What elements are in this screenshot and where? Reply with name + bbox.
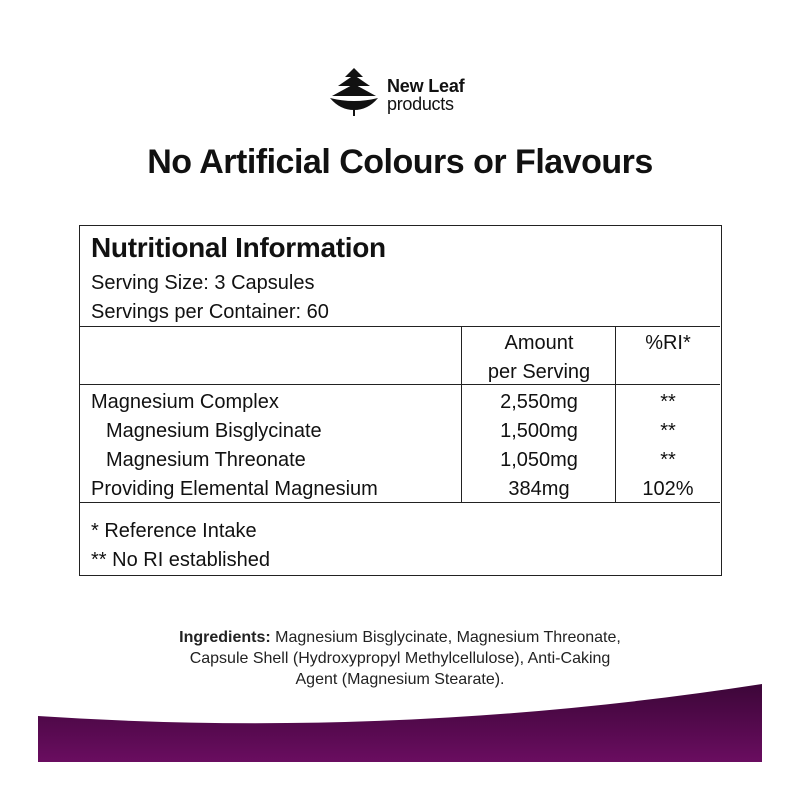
row-ri: ** xyxy=(660,449,676,471)
footnote-ri: * Reference Intake xyxy=(91,520,257,542)
row-name: Magnesium Bisglycinate xyxy=(106,420,322,442)
row-name: Magnesium Complex xyxy=(91,391,279,413)
ingredients-label: Ingredients: xyxy=(179,629,271,646)
header-amount: Amount xyxy=(504,332,574,354)
header-ri: %RI* xyxy=(645,332,691,354)
panel-title: Nutritional Information xyxy=(91,232,386,263)
header-amount-sub: per Serving xyxy=(487,361,591,383)
headline: No Artificial Colours or Flavours xyxy=(147,143,653,181)
row-ri: ** xyxy=(660,391,676,413)
divider xyxy=(80,326,720,327)
ingredients-line: Agent (Magnesium Stearate). xyxy=(295,671,505,688)
serving-size: Serving Size: 3 Capsules xyxy=(91,272,315,294)
servings-per-container: Servings per Container: 60 xyxy=(91,301,329,323)
decorative-wave xyxy=(0,680,800,762)
row-amount: 1,050mg xyxy=(500,449,578,471)
row-ri: ** xyxy=(660,420,676,442)
row-ri: 102% xyxy=(642,478,694,500)
row-name: Magnesium Threonate xyxy=(106,449,306,471)
row-amount: 2,550mg xyxy=(500,391,578,413)
leaf-tree-icon xyxy=(328,66,380,118)
brand-name: New Leaf xyxy=(387,76,465,96)
ingredients-line: Magnesium Bisglycinate, Magnesium Threonate, xyxy=(270,629,621,646)
footnote-no-ri: ** No RI established xyxy=(91,549,270,571)
row-amount: 1,500mg xyxy=(500,420,578,442)
nutrition-panel xyxy=(79,225,722,576)
brand-logo xyxy=(328,66,478,118)
ingredients-line: Capsule Shell (Hydroxypropyl Methylcellulose), Anti-Caking xyxy=(189,650,611,667)
row-name: Providing Elemental Magnesium xyxy=(91,478,378,500)
divider xyxy=(80,384,720,385)
brand-sub: products xyxy=(387,94,454,114)
row-amount: 384mg xyxy=(508,478,570,500)
